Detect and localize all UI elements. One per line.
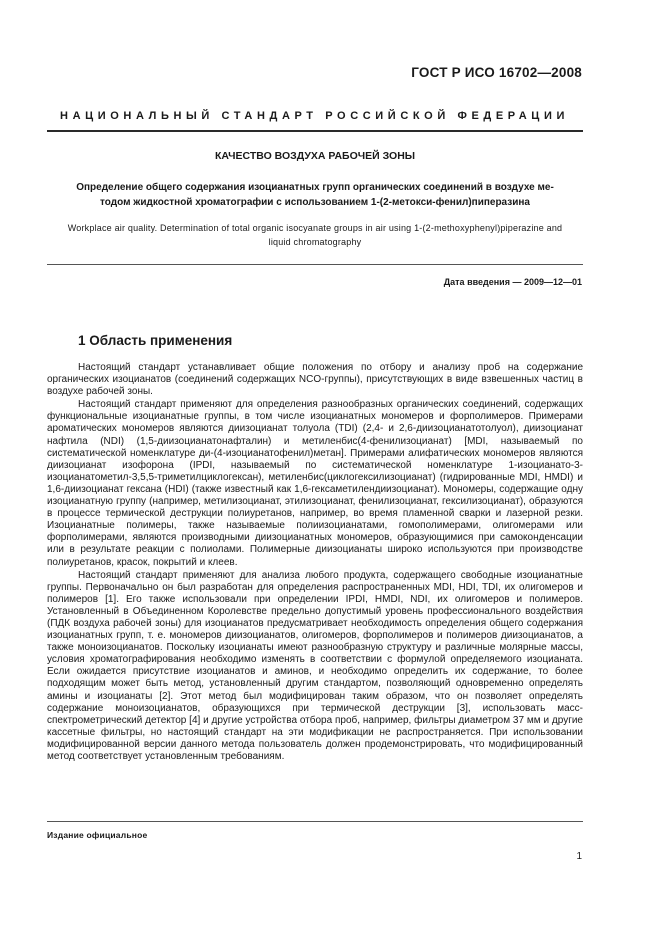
subtitle-line: Определение общего содержания изоцианатных групп органических соединений в воздухе ме- <box>76 182 554 193</box>
document-title: КАЧЕСТВО ВОЗДУХА РАБОЧЕЙ ЗОНЫ <box>214 150 416 162</box>
page-number: 1 <box>576 851 582 862</box>
subtitle-line: тодом жидкостной хроматографии с использованием 1-(2-метокси-фенил)пиперазина <box>100 197 530 208</box>
english-title <box>47 221 583 249</box>
paragraph: Настоящий стандарт устанавливает общие положения по отбору и анализу проб на содержание органических изоцианатов (соединений содержащих NCO-группы), присутствующих в виде взвешенных частиц в воздухе рабочей зоны. <box>47 362 583 398</box>
header-divider <box>47 130 583 132</box>
introduction-date: Дата введения — 2009—12—01 <box>443 277 582 287</box>
english-title-line: Workplace air quality. Determination of total organic isocyanate groups in air using 1-(2-methoxyphenyl)piperazine and <box>67 223 563 233</box>
official-edition-note: Издание официальное <box>47 830 148 840</box>
title-divider <box>47 264 583 265</box>
national-standard-banner: НАЦИОНАЛЬНЫЙ СТАНДАРТ РОССИЙСКОЙ ФЕДЕРАЦИИ <box>60 110 569 122</box>
english-title-line: liquid chromatography <box>268 237 362 247</box>
paragraph: Настоящий стандарт применяют для определения разнообразных органических соединений, содержащих функциональные изоцианатные группы, в том числе изоцианатных мономеров и форполимеров. Примерами ароматических мономеров являются диизоцианат толуола (TDI) (2,4- и 2,6-диизоцианатотолуол), диизоцианат нафтила (NDI) (1,5-диизоцианатонафталин) и метиленбис(4-фенилизоцианат) [MDI, называемый по систематической номенклатуре ди-(4-изоцианатофенил)метан]. Примерами алифатических мономеров являются диизоцианат изофорона (IPDI, называемый по систематической номенклатуре 1-изоцианато-3-изоцианатометил-3,5,5-триметилциклогексан), метиленбис(циклогексилизоцианат) (гидрированные MDI, HMDI) и 1,6-диизоцианат гексана (HDI) (также известный как 1,6-гексаметилендиизоцианат). Мономеры, содержащие одну изоцианатную группу (например, метилизоцианат, этилизоцианат, фенилизоцианат, гексилизоцианат), образуются в процессе термической деструкции полиуретанов, например, во время пламенной сварки и лазерной резки. Изоцианатные полимеры, также называемые полиизоцианатами, гомополимерами, олигомерами или форполимерами, являются производными диизоцианатных мономеров, образующимися при самоконденсации или в результате реакции с полиолами. Полимерные диизоцианаты широко используются при производстве полиуретанов, красок, покрытий и клеев. <box>47 399 583 568</box>
section-body <box>47 362 583 764</box>
section-heading: 1 Область применения <box>78 333 233 348</box>
standard-number: ГОСТ Р ИСО 16702—2008 <box>411 65 582 80</box>
paragraph: Настоящий стандарт применяют для анализа любого продукта, содержащего свободные изоцианатные группы. Первоначально он был разработан для определения распространенных MDI, HDI, TDI, их олигомеров и полимеров [1]. Его также использовали при определении IPDI, HMDI, NDI, их олигомеров и полимеров. Установленный в Объединенном Королевстве предельно допустимый уровень профессионального воздействия (ПДК воздуха рабочей зоны) для изоцианатов предусматривает необходимость определения общего содержания изоцианатных групп, т. е. мономеров диизоцианатов, олигомеров, форполимеров и полимеров диизоцианатов, а также моноизоцианатов. Поскольку изоцианаты имеют разнообразную структуру и различные молярные массы, условия хроматографирования необходимо изменять в соответствии с формулой определяемого изоцианата. Если ожидается присутствие изоцианатов и аминов, и необходимо определить их содержание, то более подходящим может быть метод, установленный другим стандартом, позволяющий одновременно определять амины и изоцианаты [2]. Этот метод был модифицирован таким образом, что он позволяет определять содержание моноизоцианатов, образующихся при термической деструкции [3], использовать масс-спектрометрический детектор [4] и другие устройства отбора проб, например, фильтры диаметром 37 мм и другие кассетные фильтры, но настоящий стандарт на эти модификации не распространяется. При использовании модифицированной версии данного метода пользователь должен продемонстрировать, что модифицированный метод соответствует установленным требованиям. <box>47 569 583 762</box>
document-subtitle <box>47 180 583 210</box>
footer-divider <box>47 821 583 822</box>
